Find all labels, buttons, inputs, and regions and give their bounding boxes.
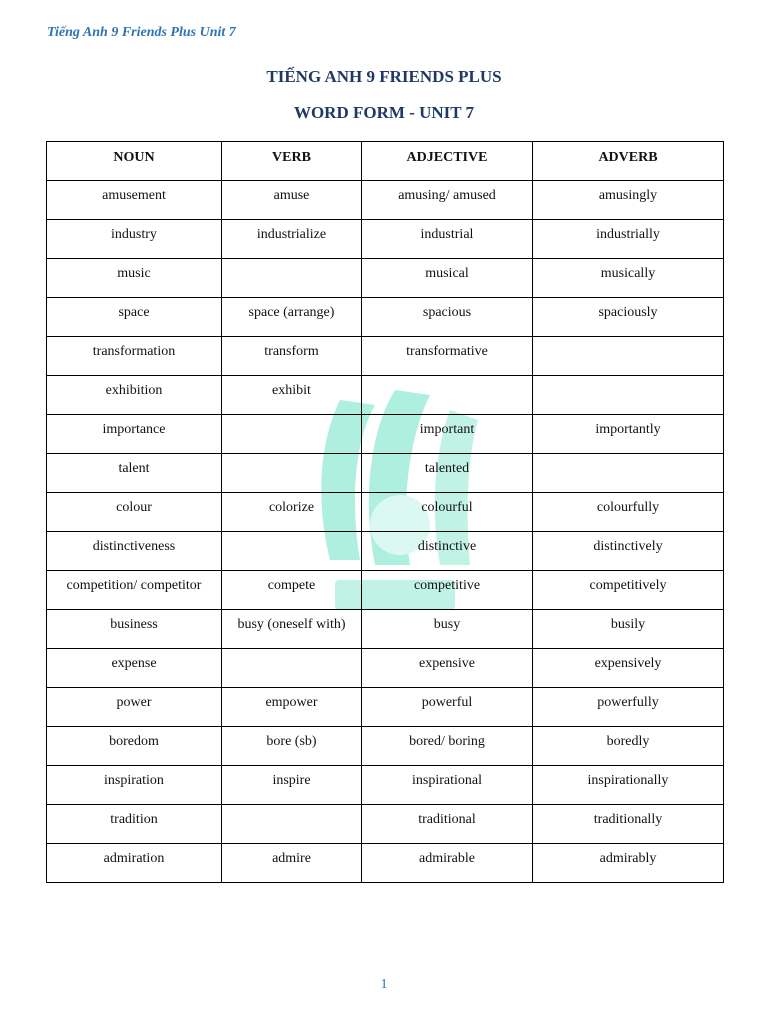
table-cell-noun: music <box>47 259 222 298</box>
table-cell-adjective: bored/ boring <box>362 727 533 766</box>
table-row <box>47 532 724 571</box>
table-cell-noun: exhibition <box>47 376 222 415</box>
table-cell-adverb: boredly <box>533 727 724 766</box>
table-cell-noun: power <box>47 688 222 727</box>
table-cell-verb: bore (sb) <box>222 727 362 766</box>
table-cell-adjective: colourful <box>362 493 533 532</box>
table-row <box>47 298 724 337</box>
document-title: TIẾNG ANH 9 FRIENDS PLUS <box>266 67 502 86</box>
table-cell-adjective: industrial <box>362 220 533 259</box>
column-header-adverb: ADVERB <box>533 142 724 181</box>
table-cell-adverb <box>533 454 724 493</box>
table-cell-verb <box>222 532 362 571</box>
table-cell-adverb <box>533 376 724 415</box>
table-cell-verb: industrialize <box>222 220 362 259</box>
table-row <box>47 844 724 883</box>
table-cell-adverb: competitively <box>533 571 724 610</box>
table-row <box>47 220 724 259</box>
word-form-table <box>46 141 724 883</box>
table-cell-adverb: industrially <box>533 220 724 259</box>
table-cell-adverb: colourfully <box>533 493 724 532</box>
table-cell-adjective: spacious <box>362 298 533 337</box>
table-cell-noun: business <box>47 610 222 649</box>
table-cell-adjective: competitive <box>362 571 533 610</box>
column-header-noun: NOUN <box>47 142 222 181</box>
table-cell-adverb: inspirationally <box>533 766 724 805</box>
table-row <box>47 376 724 415</box>
document-header: Tiếng Anh 9 Friends Plus Unit 7 <box>47 25 236 40</box>
table-cell-adverb <box>533 337 724 376</box>
table-cell-verb <box>222 415 362 454</box>
table-cell-verb: compete <box>222 571 362 610</box>
table-cell-adjective <box>362 376 533 415</box>
table-cell-noun: space <box>47 298 222 337</box>
table-cell-noun: admiration <box>47 844 222 883</box>
table-cell-noun: amusement <box>47 181 222 220</box>
table-row <box>47 259 724 298</box>
table-cell-adjective: inspirational <box>362 766 533 805</box>
table-cell-verb: admire <box>222 844 362 883</box>
table-row <box>47 649 724 688</box>
table-cell-adverb: importantly <box>533 415 724 454</box>
table-cell-adjective: talented <box>362 454 533 493</box>
table-cell-noun: colour <box>47 493 222 532</box>
table-cell-verb <box>222 649 362 688</box>
table-cell-adverb: amusingly <box>533 181 724 220</box>
table-row <box>47 337 724 376</box>
table-cell-verb: amuse <box>222 181 362 220</box>
table-cell-adverb: traditionally <box>533 805 724 844</box>
table-cell-verb: empower <box>222 688 362 727</box>
table-row <box>47 493 724 532</box>
page-number: 1 <box>380 977 388 992</box>
table-cell-noun: industry <box>47 220 222 259</box>
table-cell-verb <box>222 454 362 493</box>
table-cell-verb <box>222 259 362 298</box>
table-cell-noun: inspiration <box>47 766 222 805</box>
table-cell-adverb: spaciously <box>533 298 724 337</box>
table-cell-noun: boredom <box>47 727 222 766</box>
table-cell-verb: transform <box>222 337 362 376</box>
table-cell-verb: busy (oneself with) <box>222 610 362 649</box>
table-cell-adjective: important <box>362 415 533 454</box>
table-cell-adjective: transformative <box>362 337 533 376</box>
table-header-row <box>47 142 724 181</box>
table-cell-noun: talent <box>47 454 222 493</box>
table-row <box>47 727 724 766</box>
table-cell-adverb: busily <box>533 610 724 649</box>
table-row <box>47 766 724 805</box>
table-cell-adjective: musical <box>362 259 533 298</box>
table-row <box>47 415 724 454</box>
table-cell-adjective: amusing/ amused <box>362 181 533 220</box>
table-cell-noun: transformation <box>47 337 222 376</box>
table-cell-verb <box>222 805 362 844</box>
table-cell-noun: expense <box>47 649 222 688</box>
column-header-adjective: ADJECTIVE <box>362 142 533 181</box>
table-cell-adjective: busy <box>362 610 533 649</box>
table-cell-verb: inspire <box>222 766 362 805</box>
table-cell-noun: importance <box>47 415 222 454</box>
table-row <box>47 610 724 649</box>
column-header-verb: VERB <box>222 142 362 181</box>
table-cell-adjective: powerful <box>362 688 533 727</box>
table-cell-adjective: traditional <box>362 805 533 844</box>
table-row <box>47 454 724 493</box>
table-cell-adjective: admirable <box>362 844 533 883</box>
table-cell-adverb: powerfully <box>533 688 724 727</box>
table-cell-adjective: distinctive <box>362 532 533 571</box>
table-cell-verb: space (arrange) <box>222 298 362 337</box>
table-cell-verb: exhibit <box>222 376 362 415</box>
table-cell-adverb: distinctively <box>533 532 724 571</box>
table-cell-adverb: expensively <box>533 649 724 688</box>
table-cell-verb: colorize <box>222 493 362 532</box>
document-subtitle: WORD FORM - UNIT 7 <box>293 103 475 122</box>
table-cell-noun: distinctiveness <box>47 532 222 571</box>
table-cell-adverb: admirably <box>533 844 724 883</box>
table-row <box>47 805 724 844</box>
table-cell-adjective: expensive <box>362 649 533 688</box>
table-cell-noun: tradition <box>47 805 222 844</box>
table-cell-adverb: musically <box>533 259 724 298</box>
table-cell-noun: competition/ competitor <box>47 571 222 610</box>
table-row <box>47 181 724 220</box>
table-row <box>47 688 724 727</box>
table-row <box>47 571 724 610</box>
